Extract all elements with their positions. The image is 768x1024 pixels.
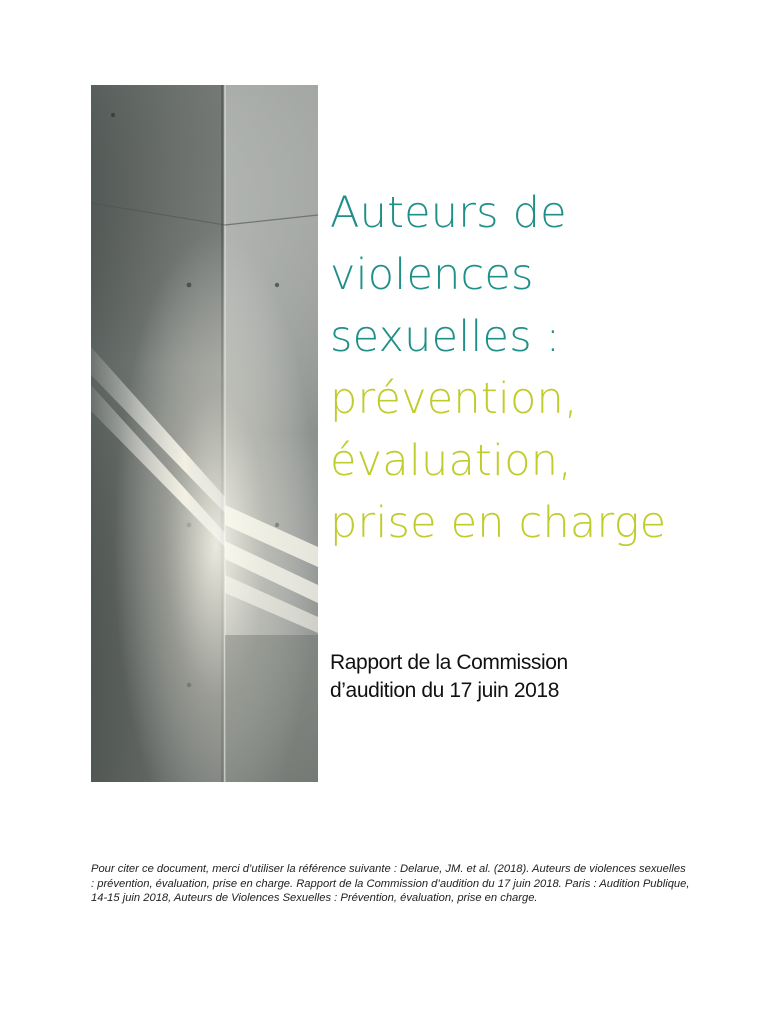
title-line-6: prise en charge	[330, 498, 667, 548]
subtitle-line-1: Rapport de la Commission	[330, 651, 568, 674]
title-line-3: sexuelles :	[330, 312, 561, 362]
subtitle-line-2: d’audition du 17 juin 2018	[330, 679, 559, 702]
citation-note: Pour citer ce document, merci d’utiliser la référence suivante : Delarue, JM. et al. (2018). Auteurs de violences sexuelles : prévention, évaluation, prise en charge. Rapport de la Commission d’audition du 17 juin 2018. Paris : Audition Publique, 14-15 juin 2018, Auteurs de Violences Sexuelles : Prévention, évaluation, prise en charge.	[91, 863, 690, 904]
title-line-5: évaluation,	[330, 436, 573, 486]
title-line-1: Auteurs de	[330, 188, 567, 238]
title-line-2: violences	[330, 250, 534, 300]
concrete-corner-photo-icon	[91, 85, 318, 782]
cover-photo	[91, 85, 318, 782]
document-title	[330, 182, 750, 554]
title-line-4: prévention,	[330, 374, 578, 424]
document-subtitle	[330, 649, 568, 705]
